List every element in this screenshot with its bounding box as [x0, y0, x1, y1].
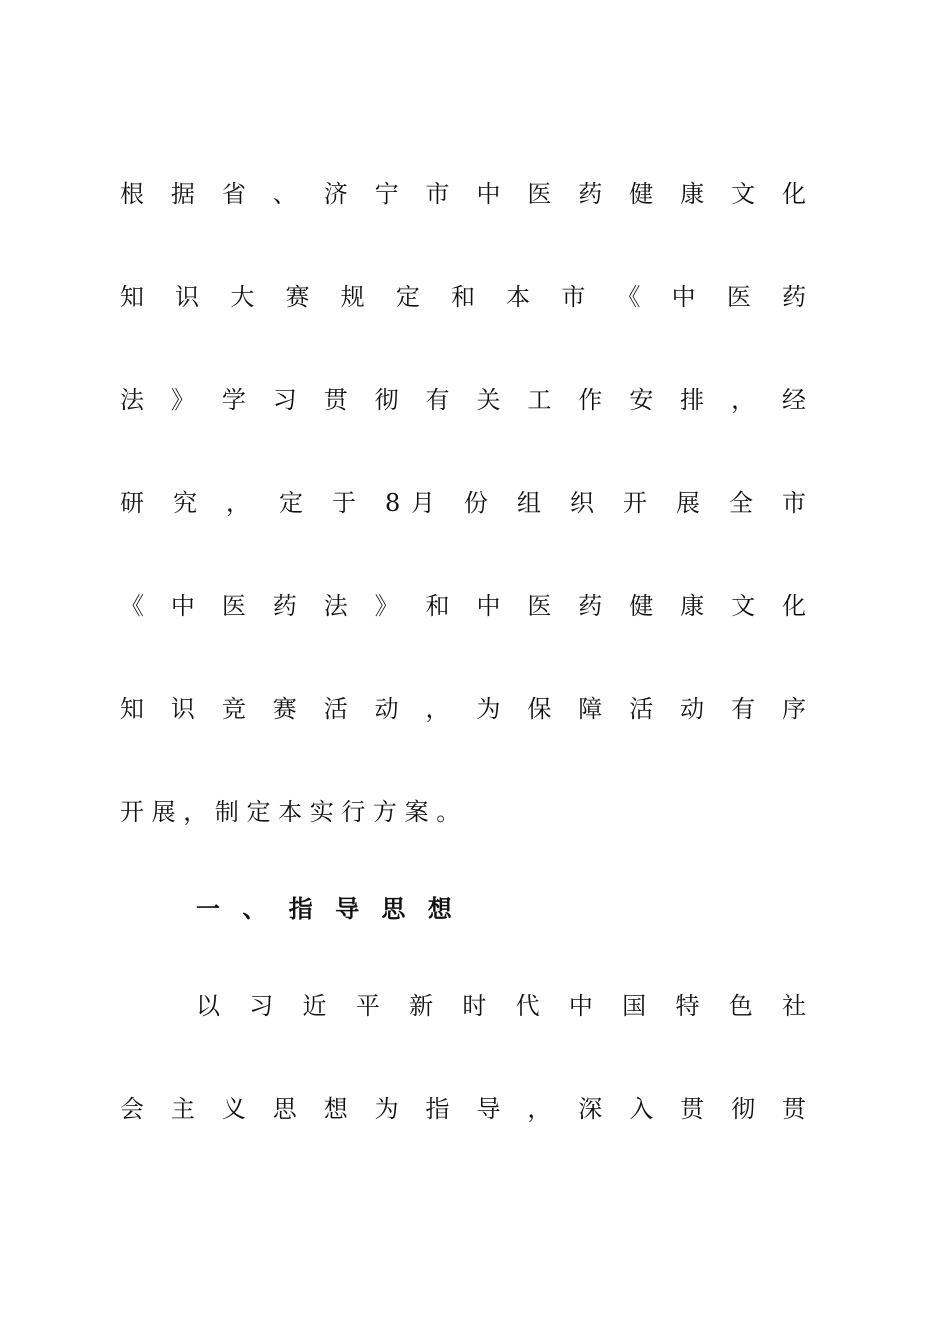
paragraph-line: 根 据 省 、 济 宁 市 中 医 药 健 康 文 化: [120, 180, 806, 208]
paragraph-line: 研 究 ， 定 于 8月 份 组 织 开 展 全 市: [120, 489, 806, 517]
paragraph-line: 以 习 近 平 新 时 代 中 国 特 色 社: [196, 992, 806, 1020]
paragraph-line: 开 展 ， 制 定 本 实 行 方 案 。: [120, 798, 461, 826]
paragraph-line: 《 中 医 药 法 》 和 中 医 药 健 康 文 化: [120, 592, 806, 620]
paragraph-line: 会 主 义 思 想 为 指 导 ， 深 入 贯 彻 贯: [120, 1095, 806, 1123]
paragraph-line: 知 识 大 赛 规 定 和 本 市 《 中 医 药: [120, 283, 806, 311]
section-heading: 一 、 指 导 思 想: [196, 895, 452, 923]
paragraph-line: 法 》 学 习 贯 彻 有 关 工 作 安 排 ， 经: [120, 386, 806, 414]
paragraph-line: 知 识 竞 赛 活 动 ， 为 保 障 活 动 有 序: [120, 695, 806, 723]
